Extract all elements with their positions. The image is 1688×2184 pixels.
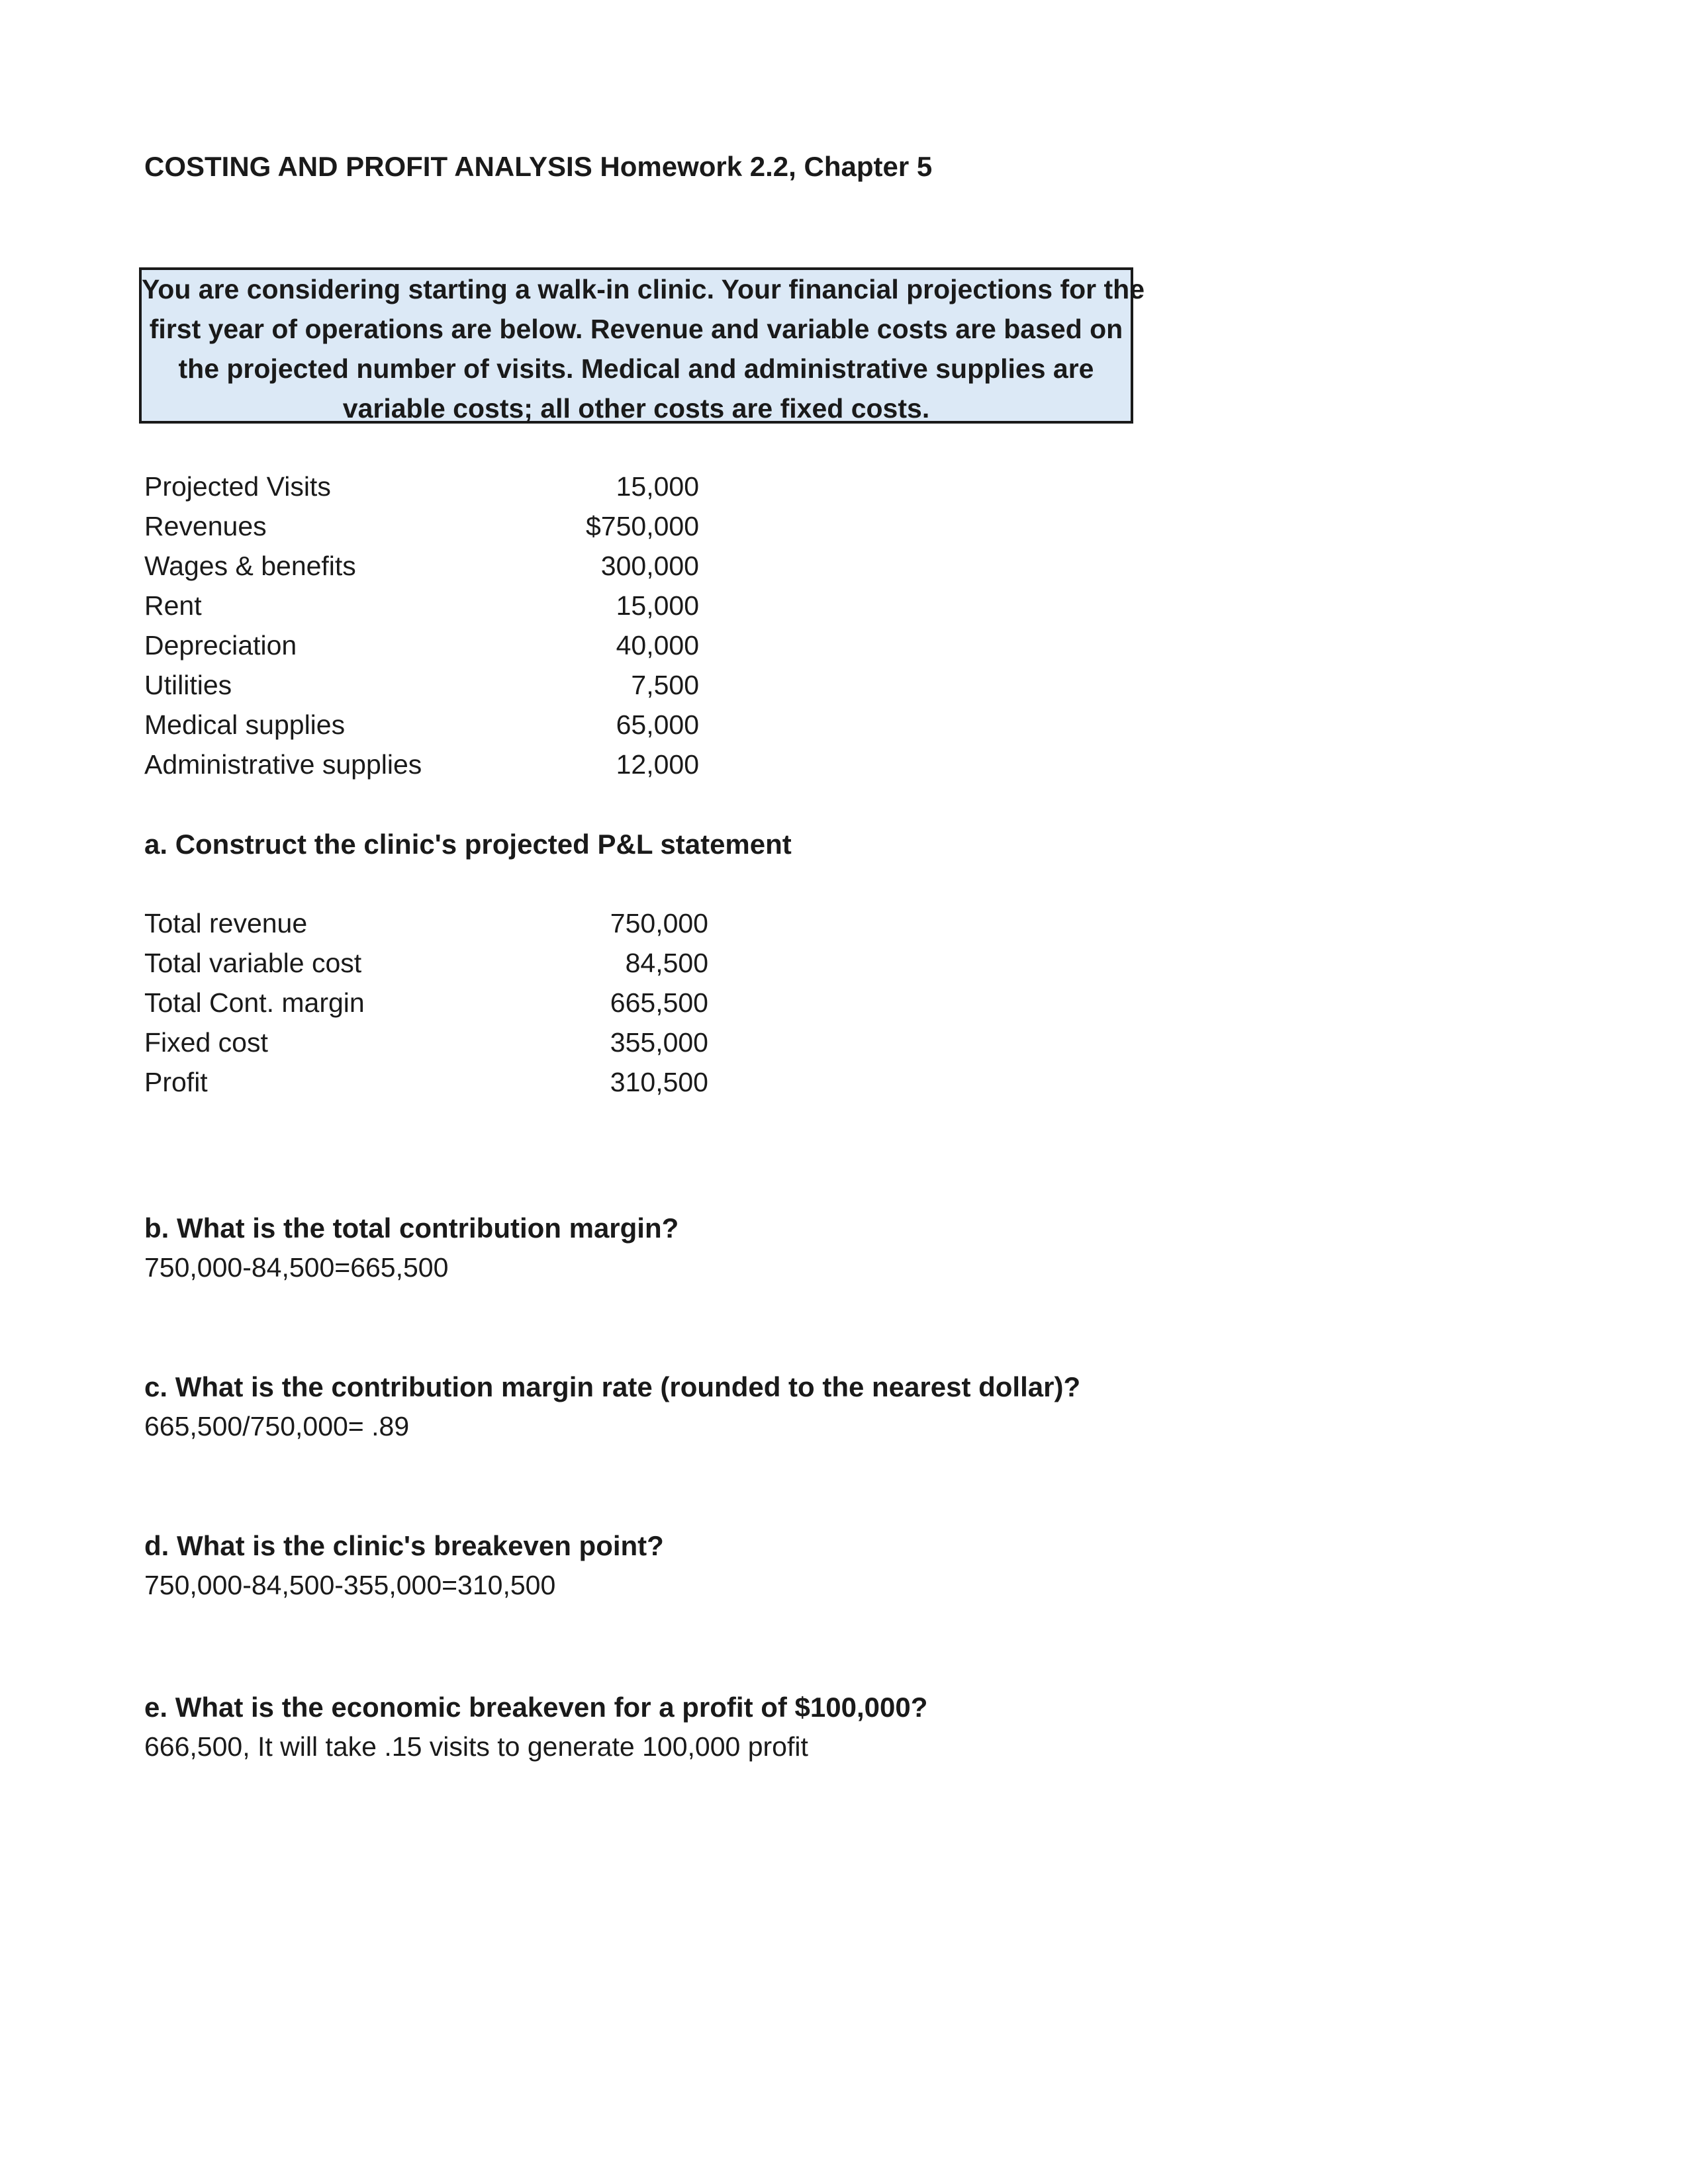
projection-label: Utilities xyxy=(144,670,232,700)
question-d-answer: 750,000-84,500-355,000=310,500 xyxy=(144,1570,556,1600)
pl-label: Total revenue xyxy=(144,908,308,938)
pl-value: 665,500 xyxy=(610,987,708,1018)
projection-value: $750,000 xyxy=(585,511,699,541)
projection-label: Rent xyxy=(144,590,202,621)
pl-label: Total Cont. margin xyxy=(144,987,365,1018)
pl-value: 355,000 xyxy=(610,1027,708,1058)
question-e-answer: 666,500, It will take .15 visits to generate 100,000 profit xyxy=(144,1731,808,1762)
projection-value: 65,000 xyxy=(616,709,699,740)
question-a-heading: a. Construct the clinic's projected P&L statement xyxy=(144,829,792,860)
projection-value: 40,000 xyxy=(616,630,699,660)
intro-box xyxy=(139,267,1145,424)
projection-value: 15,000 xyxy=(616,471,699,502)
question-c-heading: c. What is the contribution margin rate (rounded to the nearest dollar)? xyxy=(144,1371,1081,1402)
pl-value: 750,000 xyxy=(610,908,708,938)
question-d-heading: d. What is the clinic's breakeven point? xyxy=(144,1530,664,1561)
intro-line-3: the projected number of visits. Medical and administrative supplies are xyxy=(178,353,1094,384)
intro-line-4: variable costs; all other costs are fixed costs. xyxy=(342,393,930,424)
projection-label: Administrative supplies xyxy=(144,749,422,780)
projection-value: 300,000 xyxy=(600,551,699,581)
question-b-heading: b. What is the total contribution margin? xyxy=(144,1212,679,1244)
pl-label: Profit xyxy=(144,1067,208,1097)
pl-label: Total variable cost xyxy=(144,948,362,978)
pl-value: 310,500 xyxy=(610,1067,708,1097)
question-b-answer: 750,000-84,500=665,500 xyxy=(144,1252,449,1283)
page-title: COSTING AND PROFIT ANALYSIS Homework 2.2, Chapter 5 xyxy=(144,151,933,182)
question-c-answer: 665,500/750,000= .89 xyxy=(144,1411,410,1441)
projection-label: Depreciation xyxy=(144,630,297,660)
projection-value: 12,000 xyxy=(616,749,699,780)
question-e-heading: e. What is the economic breakeven for a profit of $100,000? xyxy=(144,1692,928,1723)
projection-value: 7,500 xyxy=(631,670,699,700)
projection-label: Medical supplies xyxy=(144,709,346,740)
intro-line-1: You are considering starting a walk-in clinic. Your financial projections for the xyxy=(142,274,1145,304)
intro-line-2: first year of operations are below. Revenue and variable costs are based on xyxy=(149,314,1123,344)
projection-label: Projected Visits xyxy=(144,471,331,502)
projection-label: Revenues xyxy=(144,511,267,541)
pl-label: Fixed cost xyxy=(144,1027,268,1058)
projection-label: Wages & benefits xyxy=(144,551,356,581)
pl-value: 84,500 xyxy=(625,948,708,978)
projection-value: 15,000 xyxy=(616,590,699,621)
